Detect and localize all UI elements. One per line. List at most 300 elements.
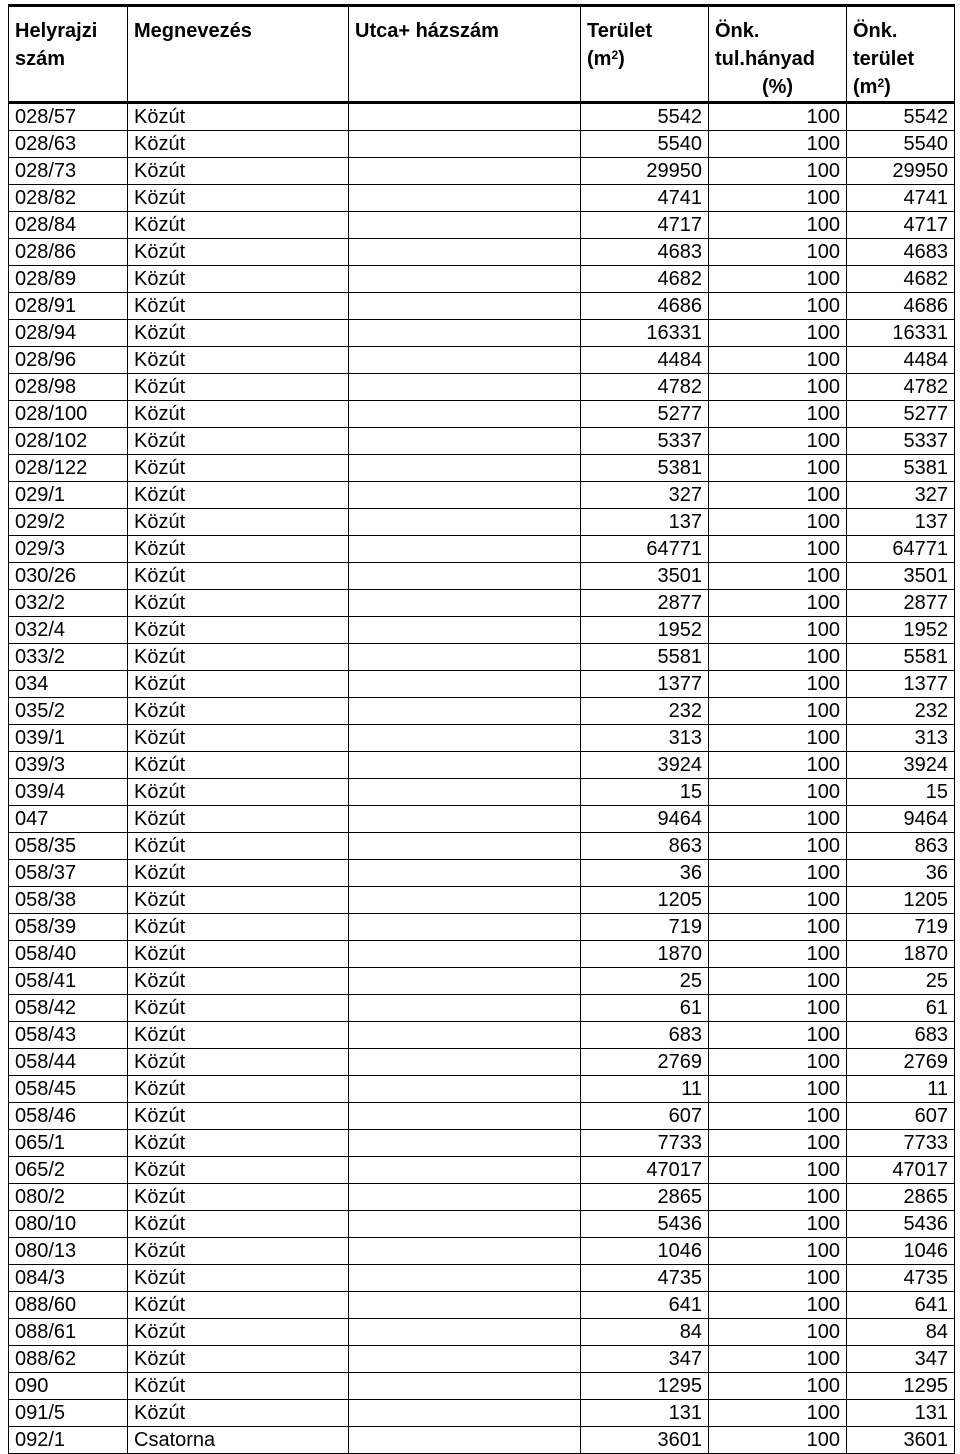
cell-helyrajzi: 032/4 [9,617,128,644]
cell-terulet: 1952 [581,617,709,644]
table-row [9,1319,955,1346]
cell-terulet: 29950 [581,158,709,185]
cell-onk-terulet: 5337 [847,428,955,455]
cell-utca [349,158,581,185]
cell-megnevezes: Közút [128,1022,349,1049]
table-row [9,374,955,401]
cell-onk-hanyad: 100 [709,779,847,806]
cell-helyrajzi: 028/63 [9,131,128,158]
cell-helyrajzi: 032/2 [9,590,128,617]
cell-onk-hanyad: 100 [709,1103,847,1130]
cell-helyrajzi: 092/1 [9,1427,128,1454]
cell-megnevezes: Közút [128,455,349,482]
table-row [9,860,955,887]
cell-onk-hanyad: 100 [709,968,847,995]
cell-onk-hanyad: 100 [709,1346,847,1373]
cell-megnevezes: Közút [128,941,349,968]
cell-onk-terulet: 61 [847,995,955,1022]
cell-onk-hanyad: 100 [709,833,847,860]
table-row [9,1373,955,1400]
cell-utca [349,806,581,833]
cell-terulet: 5381 [581,455,709,482]
cell-helyrajzi: 028/94 [9,320,128,347]
cell-megnevezes: Közút [128,1346,349,1373]
cell-onk-hanyad: 100 [709,995,847,1022]
cell-utca [349,1184,581,1211]
cell-helyrajzi: 090 [9,1373,128,1400]
cell-terulet: 1870 [581,941,709,968]
table-row [9,968,955,995]
cell-megnevezes: Közút [128,1292,349,1319]
cell-megnevezes: Közút [128,590,349,617]
cell-onk-terulet: 36 [847,860,955,887]
cell-terulet: 719 [581,914,709,941]
cell-onk-hanyad: 100 [709,374,847,401]
cell-utca [349,1427,581,1454]
cell-helyrajzi: 084/3 [9,1265,128,1292]
cell-onk-terulet: 5542 [847,103,955,131]
cell-onk-terulet: 3501 [847,563,955,590]
cell-terulet: 1377 [581,671,709,698]
table-row [9,1427,955,1454]
cell-utca [349,1265,581,1292]
cell-utca [349,1400,581,1427]
table-row [9,536,955,563]
cell-onk-terulet: 313 [847,725,955,752]
cell-onk-terulet: 2877 [847,590,955,617]
cell-utca [349,536,581,563]
cell-onk-hanyad: 100 [709,1265,847,1292]
table-row [9,671,955,698]
table-row [9,103,955,131]
table-row [9,617,955,644]
cell-onk-hanyad: 100 [709,860,847,887]
cell-utca [349,1157,581,1184]
cell-megnevezes: Közút [128,995,349,1022]
cell-onk-hanyad: 100 [709,941,847,968]
property-table [8,4,955,1454]
table-row [9,779,955,806]
cell-helyrajzi: 028/86 [9,239,128,266]
cell-helyrajzi: 029/2 [9,509,128,536]
header-onk-terulet: Önk. terület $(m^2)$ [847,6,955,103]
cell-onk-hanyad: 100 [709,887,847,914]
cell-terulet: 2877 [581,590,709,617]
cell-megnevezes: Közút [128,212,349,239]
cell-onk-hanyad: 100 [709,1211,847,1238]
cell-helyrajzi: 029/1 [9,482,128,509]
cell-onk-terulet: 1952 [847,617,955,644]
cell-helyrajzi: 028/73 [9,158,128,185]
cell-terulet: 25 [581,968,709,995]
cell-utca [349,509,581,536]
cell-onk-hanyad: 100 [709,1238,847,1265]
table-row [9,1265,955,1292]
cell-terulet: 64771 [581,536,709,563]
cell-onk-terulet: 5540 [847,131,955,158]
cell-utca [349,374,581,401]
cell-helyrajzi: 058/42 [9,995,128,1022]
cell-terulet: 5436 [581,1211,709,1238]
cell-onk-terulet: 641 [847,1292,955,1319]
cell-onk-terulet: 5436 [847,1211,955,1238]
cell-helyrajzi: 065/2 [9,1157,128,1184]
cell-onk-hanyad: 100 [709,806,847,833]
cell-onk-terulet: 4484 [847,347,955,374]
cell-megnevezes: Közút [128,536,349,563]
cell-utca [349,1130,581,1157]
cell-megnevezes: Közút [128,1211,349,1238]
cell-megnevezes: Közút [128,1103,349,1130]
cell-terulet: 84 [581,1319,709,1346]
cell-onk-terulet: 683 [847,1022,955,1049]
cell-onk-terulet: 4782 [847,374,955,401]
cell-helyrajzi: 058/38 [9,887,128,914]
cell-helyrajzi: 088/60 [9,1292,128,1319]
cell-terulet: 327 [581,482,709,509]
cell-onk-hanyad: 100 [709,563,847,590]
cell-onk-terulet: 719 [847,914,955,941]
table-row [9,1211,955,1238]
cell-utca [349,914,581,941]
cell-onk-hanyad: 100 [709,428,847,455]
cell-onk-hanyad: 100 [709,1400,847,1427]
cell-onk-terulet: 1870 [847,941,955,968]
cell-terulet: 4741 [581,185,709,212]
cell-onk-terulet: 4741 [847,185,955,212]
cell-onk-hanyad: 100 [709,509,847,536]
cell-terulet: 4735 [581,1265,709,1292]
cell-onk-terulet: 84 [847,1319,955,1346]
cell-terulet: 607 [581,1103,709,1130]
cell-terulet: 4683 [581,239,709,266]
cell-helyrajzi: 080/13 [9,1238,128,1265]
table-row [9,1184,955,1211]
cell-megnevezes: Közút [128,860,349,887]
cell-onk-terulet: 7733 [847,1130,955,1157]
cell-utca [349,239,581,266]
cell-onk-hanyad: 100 [709,401,847,428]
cell-megnevezes: Közút [128,401,349,428]
cell-helyrajzi: 030/26 [9,563,128,590]
cell-utca [349,860,581,887]
cell-megnevezes: Közút [128,103,349,131]
cell-helyrajzi: 028/98 [9,374,128,401]
cell-onk-hanyad: 100 [709,103,847,131]
cell-utca [349,1292,581,1319]
cell-terulet: 2865 [581,1184,709,1211]
cell-helyrajzi: 039/4 [9,779,128,806]
table-row [9,158,955,185]
cell-helyrajzi: 088/62 [9,1346,128,1373]
cell-helyrajzi: 058/39 [9,914,128,941]
cell-terulet: 4717 [581,212,709,239]
cell-utca [349,1319,581,1346]
cell-helyrajzi: 091/5 [9,1400,128,1427]
cell-helyrajzi: 047 [9,806,128,833]
cell-terulet: 2769 [581,1049,709,1076]
table-row [9,455,955,482]
cell-helyrajzi: 058/40 [9,941,128,968]
cell-utca [349,833,581,860]
cell-onk-terulet: 9464 [847,806,955,833]
cell-megnevezes: Közút [128,671,349,698]
cell-utca [349,347,581,374]
cell-helyrajzi: 058/44 [9,1049,128,1076]
cell-helyrajzi: 065/1 [9,1130,128,1157]
cell-onk-hanyad: 100 [709,131,847,158]
cell-onk-hanyad: 100 [709,536,847,563]
cell-utca [349,1373,581,1400]
cell-megnevezes: Közút [128,887,349,914]
cell-utca [349,1076,581,1103]
cell-onk-terulet: 4683 [847,239,955,266]
cell-onk-hanyad: 100 [709,1427,847,1454]
cell-helyrajzi: 058/46 [9,1103,128,1130]
cell-utca [349,1346,581,1373]
cell-terulet: 61 [581,995,709,1022]
table-row [9,1346,955,1373]
cell-onk-terulet: 5381 [847,455,955,482]
cell-utca [349,725,581,752]
cell-onk-terulet: 4682 [847,266,955,293]
cell-onk-hanyad: 100 [709,185,847,212]
cell-helyrajzi: 028/100 [9,401,128,428]
cell-terulet: 4686 [581,293,709,320]
cell-megnevezes: Közút [128,428,349,455]
cell-utca [349,1022,581,1049]
cell-megnevezes: Közút [128,1076,349,1103]
cell-onk-terulet: 863 [847,833,955,860]
cell-onk-hanyad: 100 [709,590,847,617]
cell-terulet: 1205 [581,887,709,914]
cell-utca [349,401,581,428]
cell-helyrajzi: 029/3 [9,536,128,563]
cell-megnevezes: Közút [128,725,349,752]
cell-onk-hanyad: 100 [709,644,847,671]
cell-megnevezes: Közút [128,968,349,995]
header-terulet: Terület $(m^2)$ [581,6,709,103]
cell-terulet: 5581 [581,644,709,671]
cell-onk-hanyad: 100 [709,1130,847,1157]
cell-terulet: 683 [581,1022,709,1049]
cell-helyrajzi: 039/3 [9,752,128,779]
table-row [9,644,955,671]
table-row [9,941,955,968]
header-onk-hanyad: Önk. tul.hányad (%) [709,6,847,103]
cell-utca [349,131,581,158]
cell-utca [349,1049,581,1076]
cell-onk-terulet: 2865 [847,1184,955,1211]
cell-megnevezes: Közút [128,509,349,536]
cell-utca [349,185,581,212]
cell-onk-terulet: 4735 [847,1265,955,1292]
table-row [9,1292,955,1319]
cell-onk-hanyad: 100 [709,239,847,266]
cell-onk-terulet: 137 [847,509,955,536]
table-header [9,6,955,103]
table-row [9,563,955,590]
cell-utca [349,212,581,239]
cell-helyrajzi: 088/61 [9,1319,128,1346]
cell-onk-terulet: 47017 [847,1157,955,1184]
cell-helyrajzi: 058/41 [9,968,128,995]
cell-onk-terulet: 3924 [847,752,955,779]
cell-helyrajzi: 039/1 [9,725,128,752]
table-row [9,1022,955,1049]
cell-onk-terulet: 25 [847,968,955,995]
cell-megnevezes: Közút [128,1400,349,1427]
cell-helyrajzi: 034 [9,671,128,698]
table-row [9,1076,955,1103]
table-row [9,401,955,428]
table-row [9,1103,955,1130]
cell-utca [349,995,581,1022]
cell-terulet: 16331 [581,320,709,347]
cell-onk-terulet: 2769 [847,1049,955,1076]
cell-terulet: 47017 [581,1157,709,1184]
cell-helyrajzi: 028/91 [9,293,128,320]
cell-terulet: 15 [581,779,709,806]
cell-helyrajzi: 080/2 [9,1184,128,1211]
cell-utca [349,428,581,455]
cell-terulet: 5277 [581,401,709,428]
header-megnevezes: Megnevezés [128,6,349,103]
cell-helyrajzi: 058/43 [9,1022,128,1049]
cell-megnevezes: Közút [128,833,349,860]
cell-megnevezes: Közút [128,482,349,509]
cell-utca [349,293,581,320]
table-row [9,320,955,347]
table-row [9,428,955,455]
table-row [9,185,955,212]
cell-onk-hanyad: 100 [709,914,847,941]
cell-helyrajzi: 028/122 [9,455,128,482]
cell-utca [349,644,581,671]
cell-terulet: 313 [581,725,709,752]
cell-megnevezes: Közút [128,347,349,374]
cell-onk-hanyad: 100 [709,1049,847,1076]
table-row [9,752,955,779]
cell-onk-hanyad: 100 [709,698,847,725]
table-row [9,995,955,1022]
table-row [9,482,955,509]
cell-megnevezes: Közút [128,1130,349,1157]
cell-onk-terulet: 16331 [847,320,955,347]
cell-onk-terulet: 4686 [847,293,955,320]
cell-onk-hanyad: 100 [709,1022,847,1049]
cell-onk-terulet: 29950 [847,158,955,185]
cell-terulet: 863 [581,833,709,860]
cell-utca [349,266,581,293]
table-row [9,806,955,833]
cell-utca [349,671,581,698]
cell-utca [349,617,581,644]
cell-megnevezes: Közút [128,644,349,671]
cell-utca [349,752,581,779]
cell-onk-hanyad: 100 [709,158,847,185]
cell-helyrajzi: 028/82 [9,185,128,212]
cell-terulet: 4782 [581,374,709,401]
cell-utca [349,698,581,725]
cell-helyrajzi: 028/84 [9,212,128,239]
cell-utca [349,563,581,590]
cell-megnevezes: Közút [128,320,349,347]
cell-utca [349,968,581,995]
cell-onk-terulet: 15 [847,779,955,806]
cell-terulet: 5540 [581,131,709,158]
table-row [9,1238,955,1265]
cell-megnevezes: Közút [128,1265,349,1292]
cell-utca [349,103,581,131]
cell-megnevezes: Közút [128,752,349,779]
cell-terulet: 3924 [581,752,709,779]
cell-megnevezes: Közút [128,806,349,833]
cell-onk-hanyad: 100 [709,1292,847,1319]
cell-utca [349,941,581,968]
cell-terulet: 1046 [581,1238,709,1265]
table-row [9,509,955,536]
cell-helyrajzi: 028/102 [9,428,128,455]
table-row [9,212,955,239]
cell-onk-terulet: 5277 [847,401,955,428]
cell-onk-hanyad: 100 [709,293,847,320]
cell-onk-hanyad: 100 [709,266,847,293]
table-row [9,1049,955,1076]
cell-onk-terulet: 607 [847,1103,955,1130]
cell-megnevezes: Közút [128,239,349,266]
cell-megnevezes: Közút [128,131,349,158]
cell-onk-hanyad: 100 [709,617,847,644]
cell-megnevezes: Közút [128,914,349,941]
table-row [9,833,955,860]
cell-onk-hanyad: 100 [709,1319,847,1346]
cell-onk-hanyad: 100 [709,752,847,779]
cell-onk-hanyad: 100 [709,1076,847,1103]
cell-terulet: 131 [581,1400,709,1427]
cell-utca [349,320,581,347]
table-row [9,698,955,725]
cell-terulet: 4484 [581,347,709,374]
cell-helyrajzi: 033/2 [9,644,128,671]
cell-onk-hanyad: 100 [709,320,847,347]
cell-utca [349,590,581,617]
cell-megnevezes: Közút [128,698,349,725]
cell-utca [349,1103,581,1130]
cell-megnevezes: Közút [128,1319,349,1346]
cell-helyrajzi: 028/57 [9,103,128,131]
cell-megnevezes: Közút [128,293,349,320]
cell-onk-hanyad: 100 [709,212,847,239]
cell-helyrajzi: 058/35 [9,833,128,860]
table-row [9,293,955,320]
cell-terulet: 3501 [581,563,709,590]
cell-terulet: 11 [581,1076,709,1103]
table-body [9,103,955,1454]
table-row [9,725,955,752]
cell-onk-terulet: 1377 [847,671,955,698]
table-row [9,239,955,266]
cell-megnevezes: Közút [128,266,349,293]
table-row [9,1400,955,1427]
cell-utca [349,455,581,482]
cell-utca [349,1238,581,1265]
cell-onk-hanyad: 100 [709,347,847,374]
cell-onk-terulet: 3601 [847,1427,955,1454]
cell-terulet: 1295 [581,1373,709,1400]
table-row [9,266,955,293]
cell-terulet: 232 [581,698,709,725]
